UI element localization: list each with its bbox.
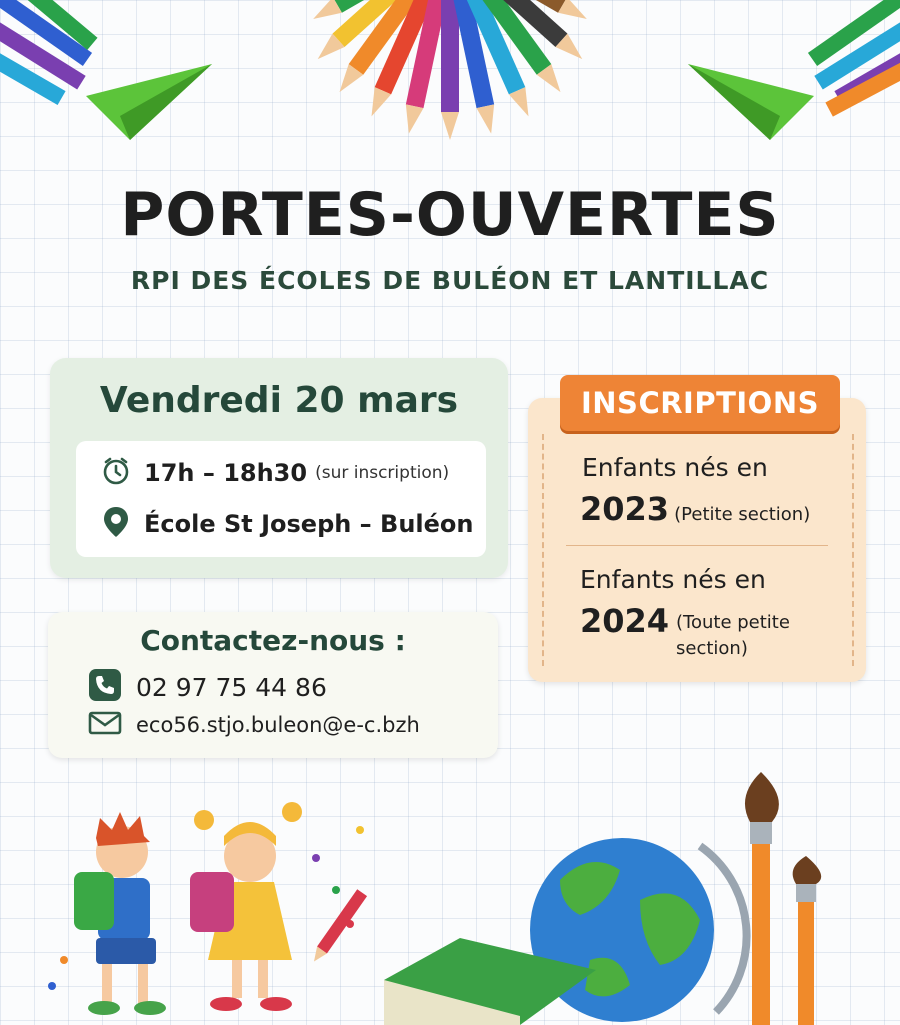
globe-book-brushes-illustration <box>384 772 821 1025</box>
clock-icon <box>100 455 132 491</box>
inscription-2024-year: 2024 <box>580 602 670 640</box>
inscriptions-banner: INSCRIPTIONS <box>560 375 840 431</box>
paper-plane-right-illustration <box>688 64 814 140</box>
location-pin-icon <box>100 505 132 543</box>
contact-email-row <box>88 710 420 740</box>
inscriptions-divider <box>566 545 828 546</box>
poster-subtitle: RPI DES ÉCOLES DE BULÉON ET LANTILLAC <box>130 266 770 295</box>
inscription-2023-year: 2023 <box>580 490 670 528</box>
inscription-2023-note: (Petite section) <box>674 504 811 525</box>
contact-phone[interactable]: 02 97 75 44 86 <box>136 672 327 702</box>
phone-icon <box>88 668 122 706</box>
event-date: Vendredi 20 mars <box>99 380 459 421</box>
inscription-2023-label: Enfants nés en <box>582 453 768 482</box>
contact-card <box>48 612 498 758</box>
contact-email[interactable]: eco56.stjo.buleon@e-c.bzh <box>136 713 420 737</box>
event-details <box>76 441 486 557</box>
inscription-2023 <box>580 490 810 528</box>
event-location: École St Joseph – Buléon <box>144 510 474 538</box>
colored-pencils-left-illustration <box>0 0 98 105</box>
colored-pencils-right-illustration <box>808 0 900 117</box>
inscription-2024-note-line1: (Toute petite <box>676 612 790 633</box>
contact-phone-row <box>88 668 327 706</box>
poster-title: PORTES-OUVERTES <box>120 180 780 250</box>
event-location-row <box>100 505 474 543</box>
paper-plane-left-illustration <box>86 64 212 140</box>
event-time: 17h – 18h30 <box>144 459 308 487</box>
colored-pencils-top-illustration <box>309 0 592 140</box>
event-time-note: (sur inscription) <box>315 463 450 483</box>
event-date-card <box>50 358 508 578</box>
children-illustration <box>48 802 367 1015</box>
event-time-row <box>100 455 449 491</box>
inscription-2024-note-line2: section) <box>676 638 748 659</box>
contact-heading: Contactez-nous : <box>140 624 406 657</box>
mail-icon <box>88 710 122 740</box>
inscription-2024-label: Enfants nés en <box>580 565 766 594</box>
